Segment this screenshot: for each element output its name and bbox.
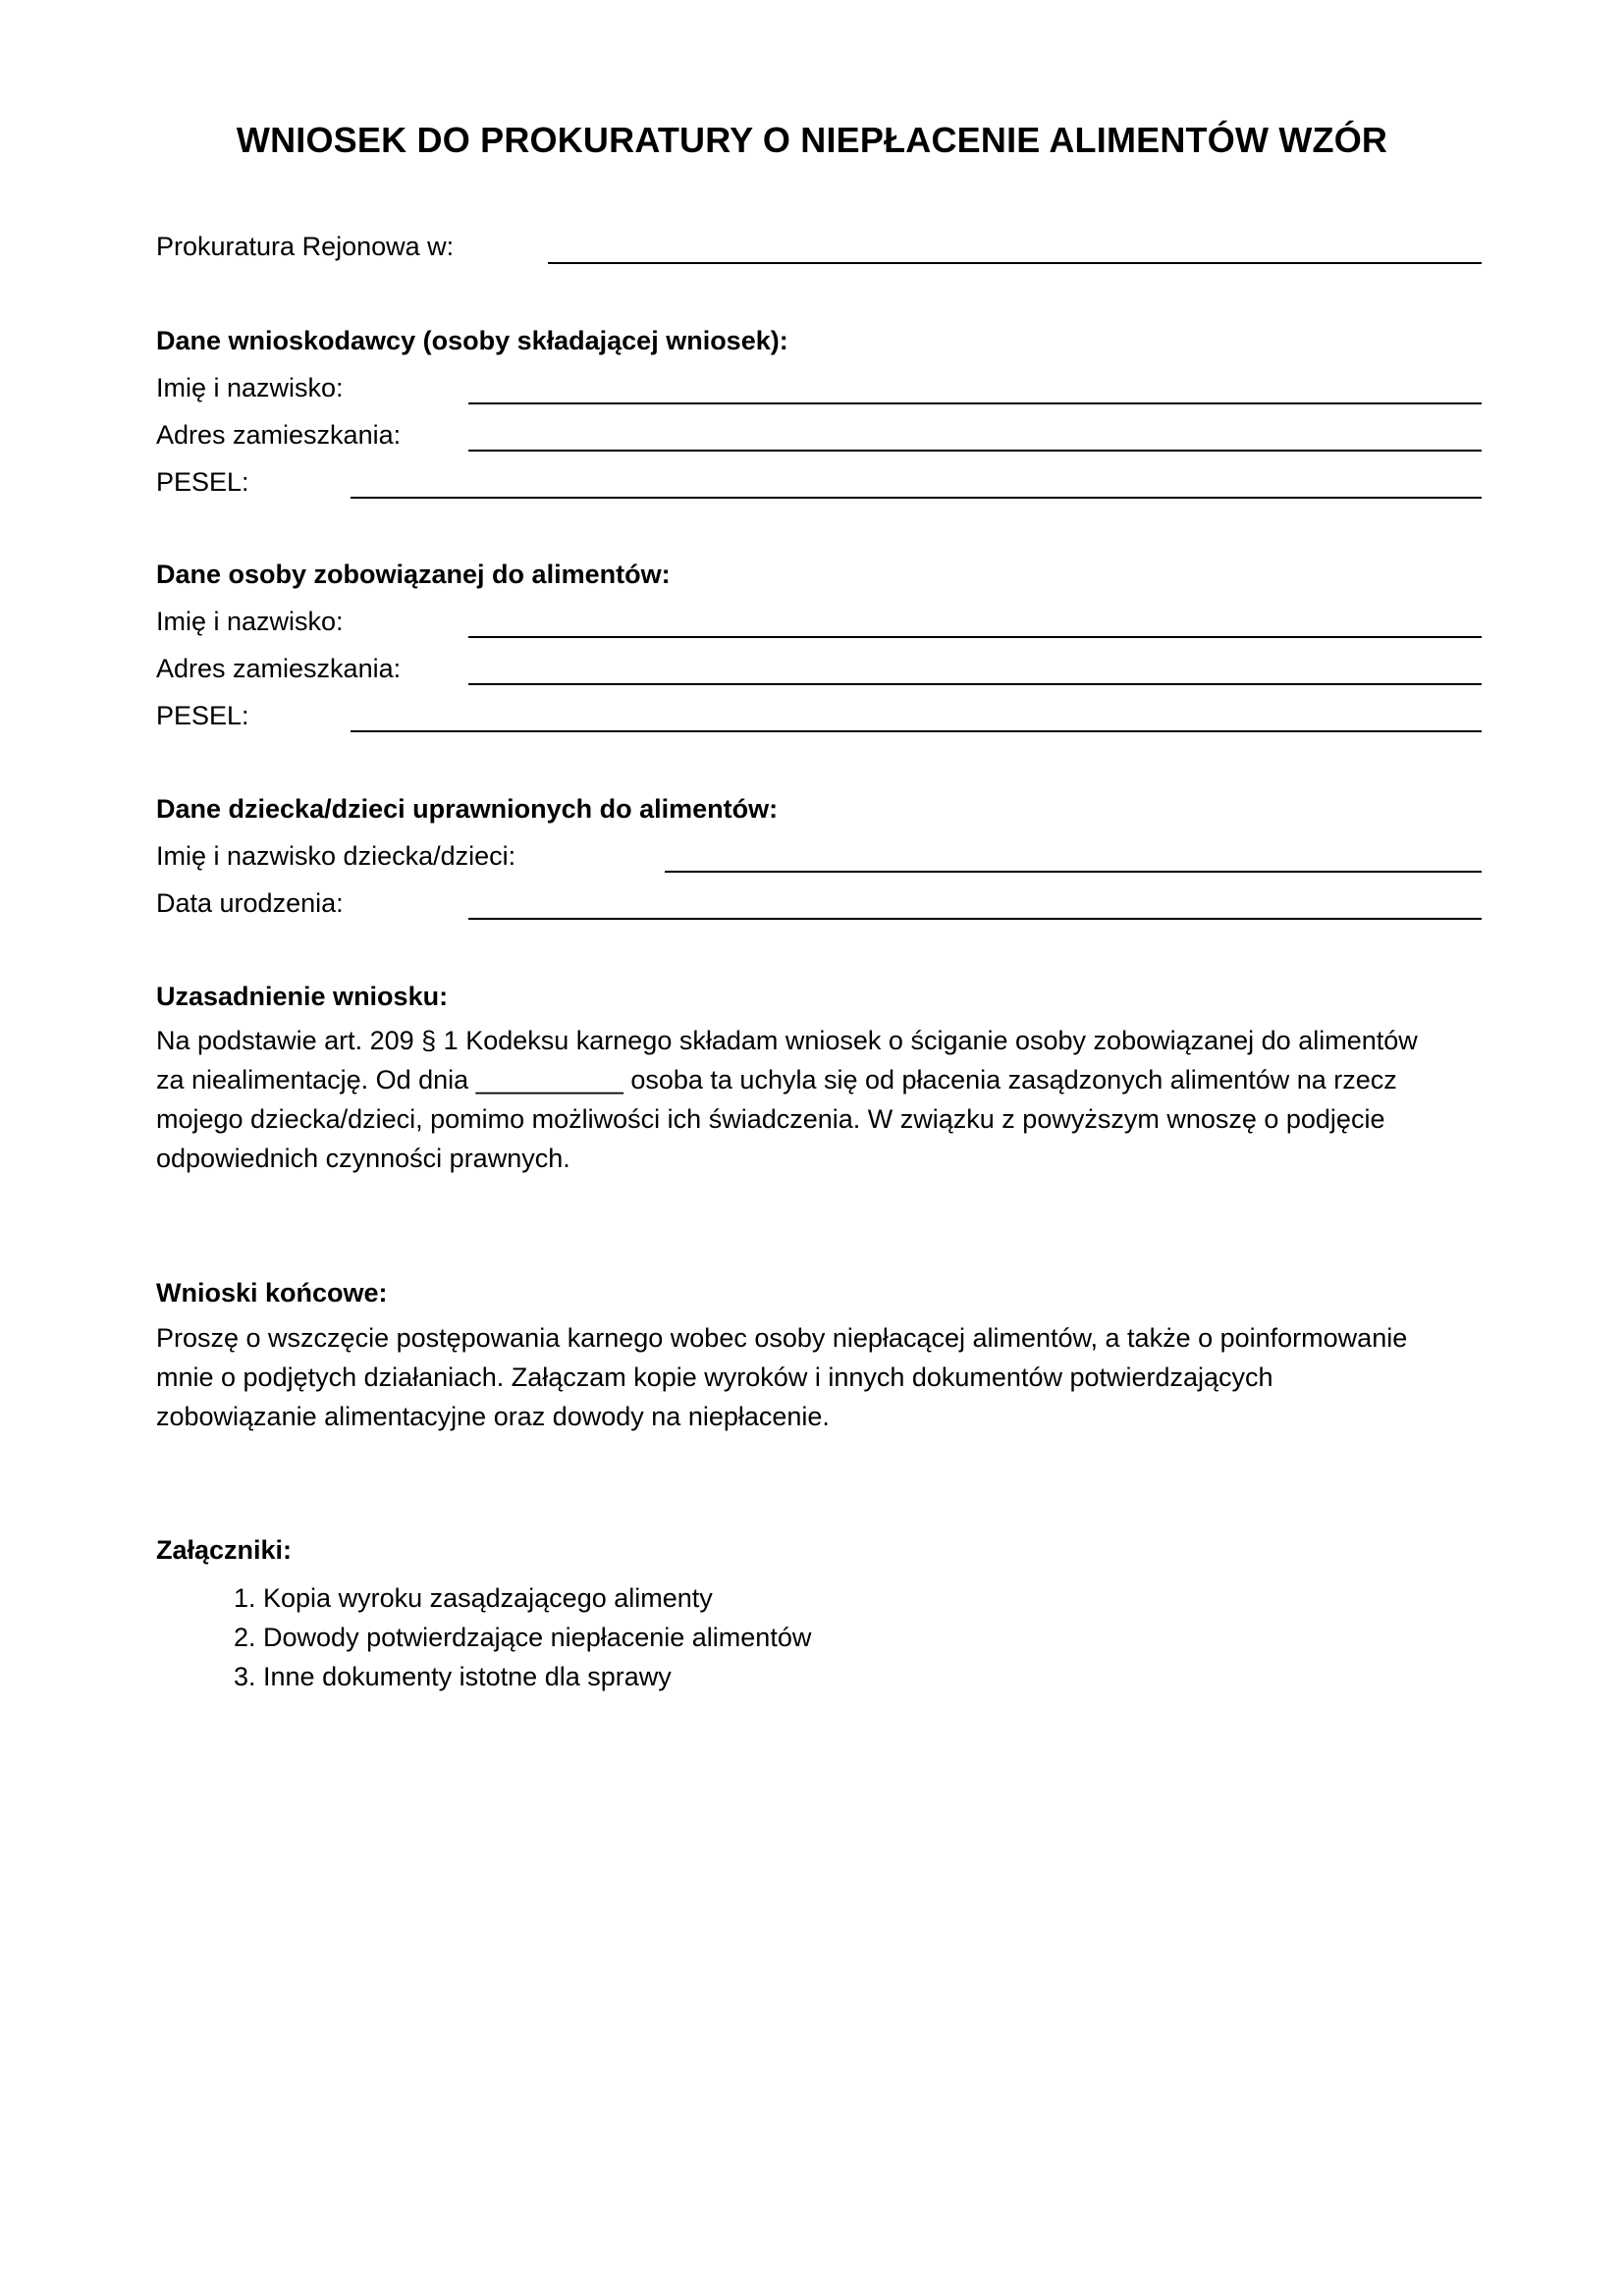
conclusions-paragraph bbox=[156, 1318, 1477, 1436]
obligor-address-label: Adres zamieszkania: bbox=[156, 654, 402, 683]
applicant-name-label: Imię i nazwisko: bbox=[156, 373, 344, 402]
prosecutor-label: Prokuratura Rejonowa w: bbox=[156, 232, 455, 261]
obligor-pesel-label: PESEL: bbox=[156, 701, 249, 730]
obligor-heading: Dane osoby zobowiązanej do alimentów: bbox=[156, 560, 671, 589]
attachment-item: 2. Dowody potwierdzające niepłacenie alimentów bbox=[234, 1623, 812, 1652]
justification-line: mojego dziecka/dzieci, pomimo możliwości ich świadczenia. W związku z powyższym wnoszę o podjęcie bbox=[156, 1104, 1385, 1134]
applicant-pesel-row bbox=[156, 465, 1482, 505]
justification-heading: Uzasadnienie wniosku: bbox=[156, 982, 449, 1011]
conclusions-line: Proszę o wszczęcie postępowania karnego wobec osoby niepłacącej alimentów, a także o poinformowanie bbox=[156, 1323, 1408, 1353]
justification-line: Na podstawie art. 209 § 1 Kodeksu karnego składam wniosek o ściganie osoby zobowiązanej do alimentów bbox=[156, 1026, 1418, 1055]
justification-paragraph bbox=[156, 1021, 1477, 1178]
justification-line: odpowiednich czynności prawnych. bbox=[156, 1144, 570, 1173]
prosecutor-row bbox=[156, 230, 1482, 269]
children-birth-label: Data urodzenia: bbox=[156, 888, 344, 918]
obligor-pesel-row bbox=[156, 699, 1482, 738]
attachment-item: 1. Kopia wyroku zasądzającego alimenty bbox=[234, 1583, 713, 1613]
conclusions-line: mnie o podjętych działaniach. Załączam kopie wyroków i innych dokumentów potwierdzających bbox=[156, 1362, 1273, 1392]
prosecutor-field-line[interactable] bbox=[548, 262, 1482, 264]
obligor-name-row bbox=[156, 605, 1482, 644]
applicant-address-row bbox=[156, 418, 1482, 457]
obligor-name-label: Imię i nazwisko: bbox=[156, 607, 344, 636]
children-name-row bbox=[156, 839, 1482, 879]
applicant-address-field-line[interactable] bbox=[468, 450, 1482, 452]
children-name-field-line[interactable] bbox=[665, 871, 1482, 873]
applicant-name-field-line[interactable] bbox=[468, 402, 1482, 404]
attachments-list bbox=[234, 1578, 811, 1696]
applicant-pesel-field-line[interactable] bbox=[351, 497, 1482, 499]
conclusions-heading: Wnioski końcowe: bbox=[156, 1278, 388, 1308]
applicant-pesel-label: PESEL: bbox=[156, 467, 249, 497]
children-heading: Dane dziecka/dzieci uprawnionych do alimentów: bbox=[156, 794, 779, 824]
children-birth-field-line[interactable] bbox=[468, 918, 1482, 920]
children-birth-row bbox=[156, 886, 1482, 926]
applicant-name-row bbox=[156, 371, 1482, 410]
children-name-label: Imię i nazwisko dziecka/dzieci: bbox=[156, 841, 516, 871]
obligor-address-row bbox=[156, 652, 1482, 691]
applicant-address-label: Adres zamieszkania: bbox=[156, 420, 402, 450]
applicant-heading: Dane wnioskodawcy (osoby składającej wniosek): bbox=[156, 326, 788, 355]
obligor-name-field-line[interactable] bbox=[468, 636, 1482, 638]
attachments-heading: Załączniki: bbox=[156, 1535, 293, 1565]
document-title: WNIOSEK DO PROKURATURY O NIEPŁACENIE ALIMENTÓW WZÓR bbox=[236, 120, 1388, 160]
obligor-address-field-line[interactable] bbox=[468, 683, 1482, 685]
obligor-pesel-field-line[interactable] bbox=[351, 730, 1482, 732]
conclusions-line: zobowiązanie alimentacyjne oraz dowody na niepłacenie. bbox=[156, 1402, 830, 1431]
attachment-item: 3. Inne dokumenty istotne dla sprawy bbox=[234, 1662, 672, 1691]
justification-line: za niealimentację. Od dnia __________ osoba ta uchyla się od płacenia zasądzonych alimentów na rzecz bbox=[156, 1065, 1397, 1095]
